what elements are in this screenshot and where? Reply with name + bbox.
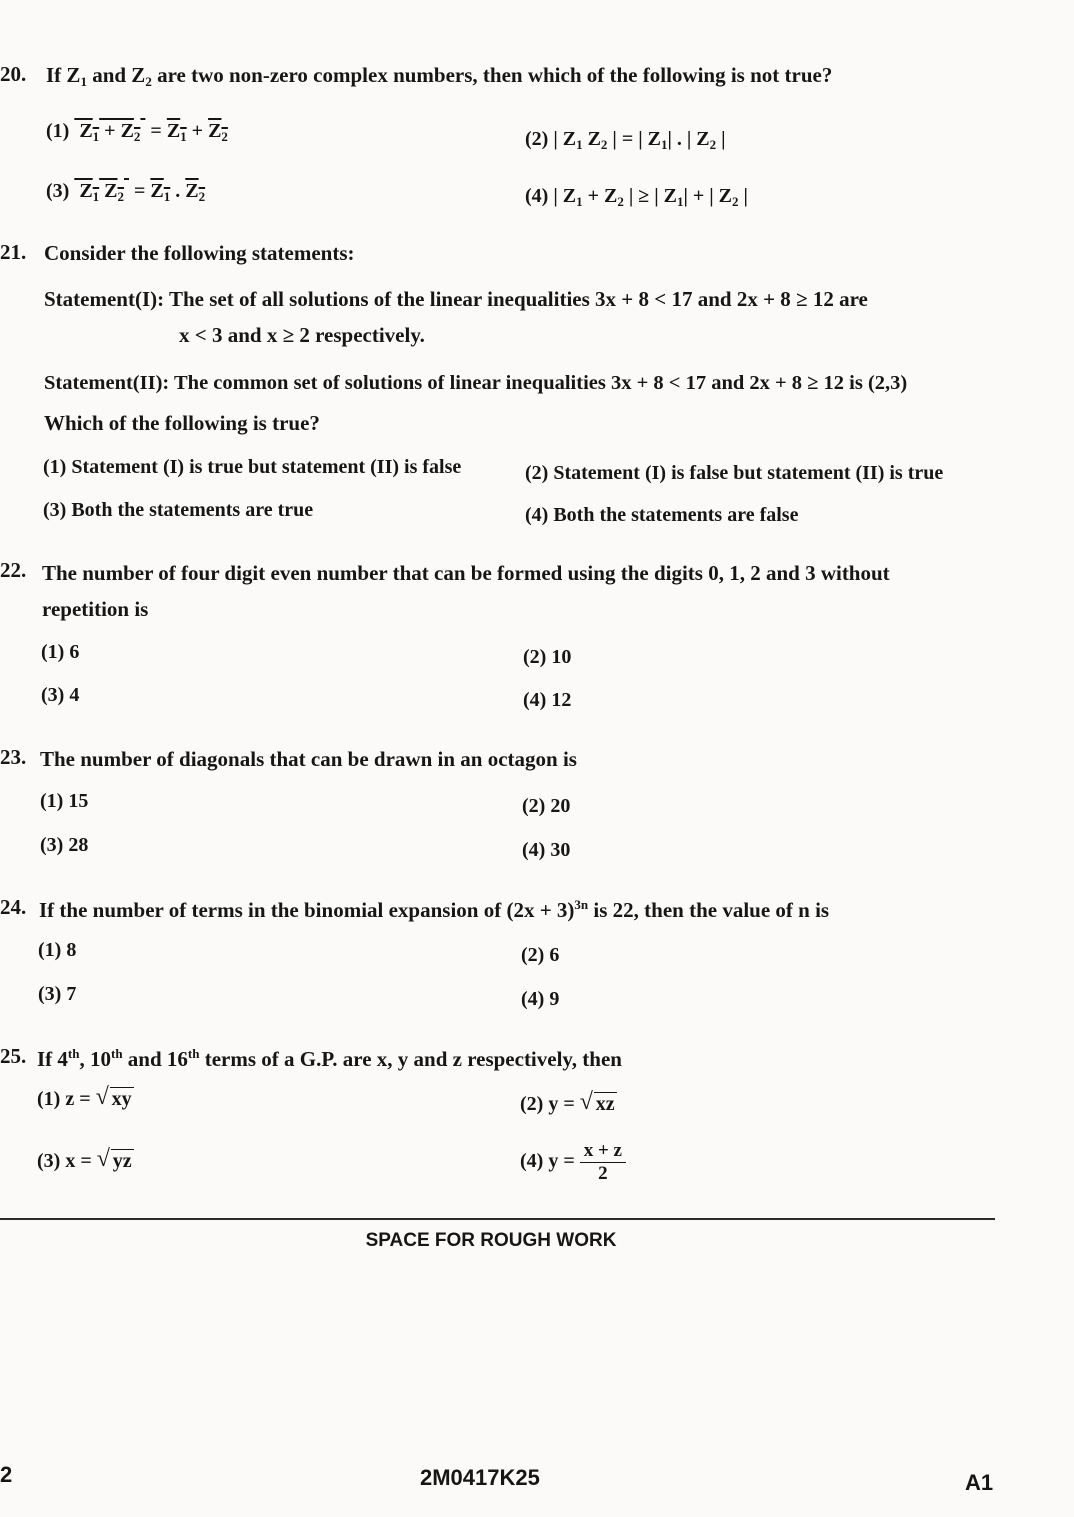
question-22-text-line-2: repetition is	[42, 597, 149, 621]
booklet-code: 2M0417K25	[420, 1465, 540, 1490]
question-25-option-4[interactable]: (4) y = $\frac{x + z}{2}$	[520, 1140, 626, 1185]
question-23-option-4[interactable]: (4) 30	[522, 839, 571, 861]
question-21-option-2[interactable]: (2) Statement (I) is false but statement (II) is true	[525, 462, 944, 484]
question-25-option-1[interactable]: (1) z = √ xy	[37, 1086, 134, 1112]
page-number: 2	[0, 1462, 13, 1487]
question-20-option-2[interactable]: (2) | $Z_1$ $Z_2$ | = | $Z_1|$ . | $Z_2$ |	[525, 128, 726, 152]
question-25-option-2[interactable]: (2) y = √ xz	[520, 1091, 617, 1117]
question-21-prompt: Which of the following is true?	[44, 411, 320, 435]
question-number-25: 25.	[0, 1044, 27, 1068]
question-number-23: 23.	[0, 745, 27, 769]
question-21-option-1[interactable]: (1) Statement (I) is true but statement (II) is false	[43, 456, 462, 478]
question-22-option-1[interactable]: (1) 6	[41, 641, 80, 663]
question-22-option-2[interactable]: (2) 10	[523, 646, 572, 668]
question-25-text: If 4th, 10th and 16th terms of a G.P. are x, y and z respectively, then	[37, 1046, 622, 1071]
question-21-text: Consider the following statements:	[44, 241, 355, 265]
question-number-24: 24.	[0, 895, 27, 919]
statement-2: Statement(II): The common set of solutions of linear inequalities 3x + 8 < 17 and 2x + 8 ≥ 12 is (2,3)	[44, 372, 908, 394]
rough-work-label: SPACE FOR ROUGH WORK	[365, 1230, 617, 1251]
question-number-20: 20.	[0, 62, 27, 86]
question-number-22: 22.	[0, 558, 27, 582]
question-24-option-1[interactable]: (1) 8	[38, 939, 77, 961]
question-23-option-3[interactable]: (3) 28	[40, 834, 89, 856]
question-24-option-3[interactable]: (3) 7	[38, 983, 77, 1005]
question-20-option-3[interactable]: (3) $Z_1$ $Z_2 = Z_1$ . $Z_2$	[46, 180, 206, 204]
question-24-text: If the number of terms in the binomial expansion of $(2x + 3)^{3n}$ is 22, then the value of n is	[39, 897, 830, 922]
question-24-option-4[interactable]: (4) 9	[521, 988, 560, 1010]
question-23-text: The number of diagonals that can be drawn in an octagon is	[40, 747, 577, 771]
question-22-option-4[interactable]: (4) 12	[523, 689, 572, 711]
question-22-text-line-1: The number of four digit even number that can be formed using the digits 0, 1, 2 and 3 without	[42, 561, 890, 585]
question-22-option-3[interactable]: (3) 4	[41, 684, 80, 706]
question-24-option-2[interactable]: (2) 6	[521, 944, 560, 966]
statement-1-line-2: x < 3 and x ≥ 2 respectively.	[179, 323, 425, 347]
question-number-21: 21.	[0, 240, 27, 264]
question-20-text: If $Z_1$ and $Z_2$ are two non-zero complex numbers, then which of the following is not true?	[46, 63, 833, 89]
question-23-option-1[interactable]: (1) 15	[40, 790, 89, 812]
question-20-option-4[interactable]: (4) | $Z_1 + Z_2$ | ≥ | $Z_1|$ + | $Z_2$ |	[525, 185, 748, 209]
question-20-option-1[interactable]: (1) $Z_1 + Z_2 = Z_1 + Z_2$	[46, 120, 228, 144]
question-25-option-3[interactable]: (3) x = √ yz	[37, 1148, 134, 1174]
question-21-option-4[interactable]: (4) Both the statements are false	[525, 504, 799, 526]
statement-1-line-1: Statement(I): The set of all solutions of the linear inequalities 3x + 8 < 17 and 2x + 8 ≥ 12 are	[44, 287, 868, 311]
set-code: A1	[965, 1470, 994, 1495]
question-23-option-2[interactable]: (2) 20	[522, 795, 571, 817]
question-21-option-3[interactable]: (3) Both the statements are true	[43, 499, 314, 521]
rough-work-divider	[0, 1218, 995, 1220]
